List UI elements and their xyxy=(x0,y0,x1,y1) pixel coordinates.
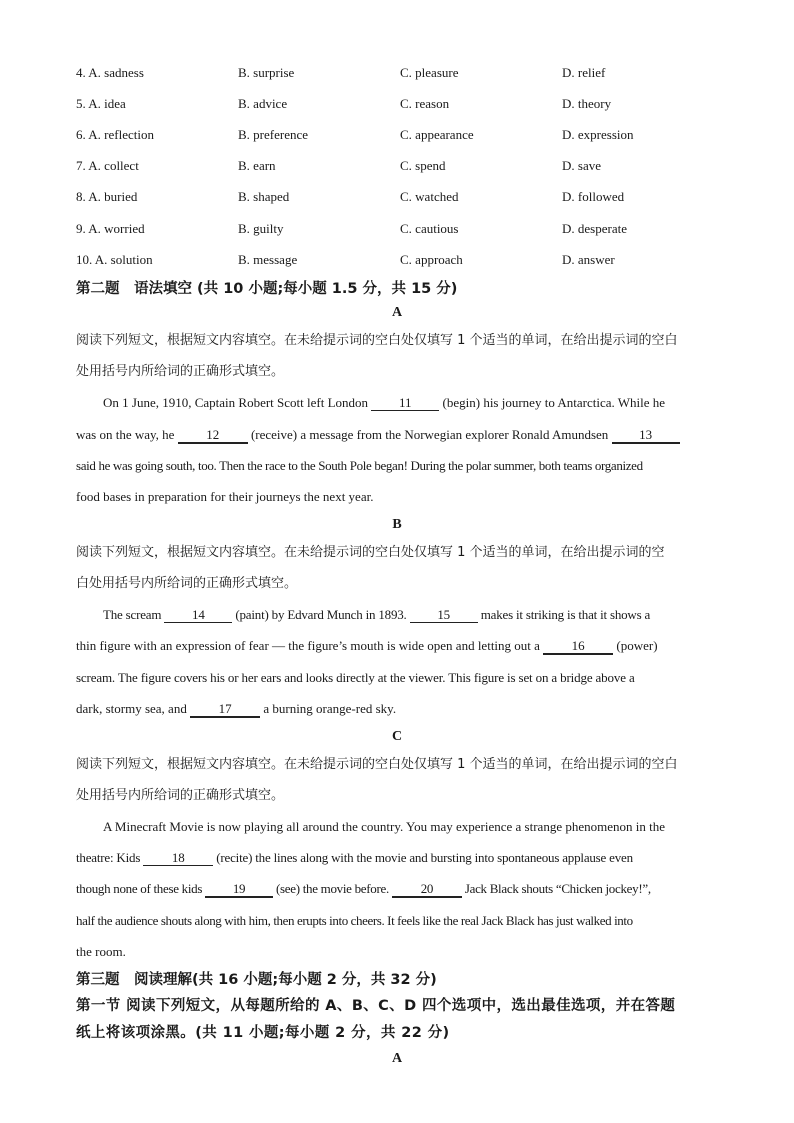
section3-passage-letter: A xyxy=(391,1050,403,1066)
blank-19: 19 xyxy=(205,881,273,898)
option-d: D. desperate xyxy=(562,220,627,236)
option-a: 7. A. collect xyxy=(76,158,139,174)
text-span: though none of these kids xyxy=(76,881,206,897)
option-d: D. expression xyxy=(562,126,634,142)
text-span: thin figure with an expression of fear — the figure’s mouth is wide open and letting out a xyxy=(76,638,544,654)
option-b: B. surprise xyxy=(238,64,295,80)
text-span: was on the way, he xyxy=(76,426,178,442)
text-span: dark, stormy sea, and xyxy=(76,700,191,716)
text-line: the room. xyxy=(76,943,126,959)
section3-subtitle xyxy=(76,993,718,1047)
instruction-line: 白处用括号内所给词的正确形式填空。 xyxy=(76,576,298,592)
blank-11: 11 xyxy=(371,395,439,411)
instruction-line: 处用括号内所给词的正确形式填空。 xyxy=(76,787,285,803)
option-a: 5. A. idea xyxy=(76,95,126,111)
blank-13: 13 xyxy=(612,427,680,444)
text-span: (receive) a message from the Norwegian explorer Ronald Amundsen xyxy=(247,426,612,442)
text-line xyxy=(76,419,718,450)
text-line xyxy=(76,387,718,418)
text-span: On 1 June, 1910, Captain Robert Scott left London xyxy=(103,395,372,411)
passage-c-letter: C xyxy=(391,728,403,744)
blank-18: 18 xyxy=(143,850,213,866)
option-row-6 xyxy=(76,119,718,150)
blank-17: 17 xyxy=(190,701,260,718)
text-span: theatre: Kids xyxy=(76,850,144,866)
subtitle-line: 第一节 阅读下列短文，从每题所给的 A、B、C、D 四个选项中，选出最佳选项，并在答题 xyxy=(76,997,676,1014)
text-line xyxy=(76,842,718,873)
option-a: 6. A. reflection xyxy=(76,126,154,142)
option-a: 9. A. worried xyxy=(76,220,145,236)
option-row-4 xyxy=(76,57,718,88)
text-span: (power) xyxy=(613,638,658,654)
option-d: D. relief xyxy=(562,64,606,80)
passage-b-letter: B xyxy=(392,517,402,533)
instruction-line: 处用括号内所给词的正确形式填空。 xyxy=(76,364,285,380)
option-d: D. answer xyxy=(562,251,615,267)
text-line: scream. The figure covers his or her ears and looks directly at the viewer. This figure is set on a bridge above a xyxy=(76,669,635,685)
text-span: (recite) the lines along with the movie and bursting into spontaneous applause even xyxy=(213,850,633,866)
text-line: half the audience shouts along with him, then erupts into cheers. It feels like the real Jack Black has just walked into xyxy=(76,912,633,928)
option-d: D. theory xyxy=(562,95,612,111)
option-d: D. followed xyxy=(562,189,625,205)
text-span: (paint) by Edvard Munch in 1893. xyxy=(232,607,410,623)
passage-c-instruction xyxy=(76,749,718,811)
text-span: Jack Black shouts “Chicken jockey!”, xyxy=(461,881,651,897)
option-a: 8. A. buried xyxy=(76,189,138,205)
instruction-line: 阅读下列短文，根据短文内容填空。在未给提示词的空白处仅填写 1 个适当的单词，在给出提示词的空白 xyxy=(76,756,678,772)
option-b: B. message xyxy=(238,251,298,267)
option-row-5 xyxy=(76,88,718,119)
option-b: B. guilty xyxy=(238,220,284,236)
option-row-10 xyxy=(76,244,718,275)
instruction-line: 阅读下列短文，根据短文内容填空。在未给提示词的空白处仅填写 1 个适当的单词，在给出提示词的空 xyxy=(76,545,665,561)
blank-20: 20 xyxy=(392,881,462,898)
option-row-9 xyxy=(76,213,718,244)
option-c: C. appearance xyxy=(400,126,474,142)
passage-b-text xyxy=(76,599,718,724)
option-c: C. spend xyxy=(400,158,446,174)
option-c: C. watched xyxy=(400,189,459,205)
text-span: (begin) his journey to Antarctica. While he xyxy=(439,395,666,411)
option-d: D. save xyxy=(562,158,601,174)
exam-page xyxy=(76,60,718,1071)
blank-16: 16 xyxy=(543,638,613,655)
text-line: said he was going south, too. Then the race to the South Pole began! During the polar summer, both teams organized xyxy=(76,457,643,473)
text-span: (see) the movie before. xyxy=(273,881,392,897)
passage-a-instruction xyxy=(76,325,718,387)
subtitle-line: 纸上将该项涂黑。(共 11 小题;每小题 2 分，共 22 分) xyxy=(76,1024,450,1041)
text-span: makes it striking is that it shows a xyxy=(477,607,651,623)
blank-14: 14 xyxy=(164,607,232,623)
option-c: C. approach xyxy=(400,251,463,267)
option-b: B. advice xyxy=(238,95,288,111)
option-a: 4. A. sadness xyxy=(76,64,144,80)
option-c: C. pleasure xyxy=(400,64,459,80)
blank-15: 15 xyxy=(410,607,478,623)
passage-a-letter: A xyxy=(391,305,403,321)
text-line xyxy=(76,599,718,630)
text-line xyxy=(76,873,718,904)
text-span: The scream xyxy=(103,607,165,623)
section3-title: 第三题 阅读理解(共 16 小题;每小题 2 分，共 32 分) xyxy=(76,971,437,988)
passage-c-text xyxy=(76,811,718,967)
option-b: B. earn xyxy=(238,158,276,174)
blank-12: 12 xyxy=(178,427,248,444)
option-row-7 xyxy=(76,151,718,182)
text-line xyxy=(76,693,718,724)
text-span: a burning orange-red sky. xyxy=(260,700,397,716)
text-line: food bases in preparation for their journeys the next year. xyxy=(76,488,374,504)
option-row-8 xyxy=(76,182,718,213)
option-a: 10. A. solution xyxy=(76,251,153,267)
text-line xyxy=(76,630,718,661)
instruction-line: 阅读下列短文，根据短文内容填空。在未给提示词的空白处仅填写 1 个适当的单词，在给出提示词的空白 xyxy=(76,333,678,349)
section2-title: 第二题 语法填空 (共 10 小题;每小题 1.5 分，共 15 分) xyxy=(76,281,458,298)
options-table xyxy=(76,57,718,275)
option-b: B. shaped xyxy=(238,189,290,205)
option-c: C. reason xyxy=(400,95,450,111)
option-b: B. preference xyxy=(238,126,309,142)
text-line xyxy=(76,811,718,842)
passage-a-text xyxy=(76,387,718,512)
passage-b-instruction xyxy=(76,537,718,599)
text-span: A Minecraft Movie is now playing all around the country. You may experience a strange phenomenon in the xyxy=(103,818,665,834)
option-c: C. cautious xyxy=(400,220,459,236)
